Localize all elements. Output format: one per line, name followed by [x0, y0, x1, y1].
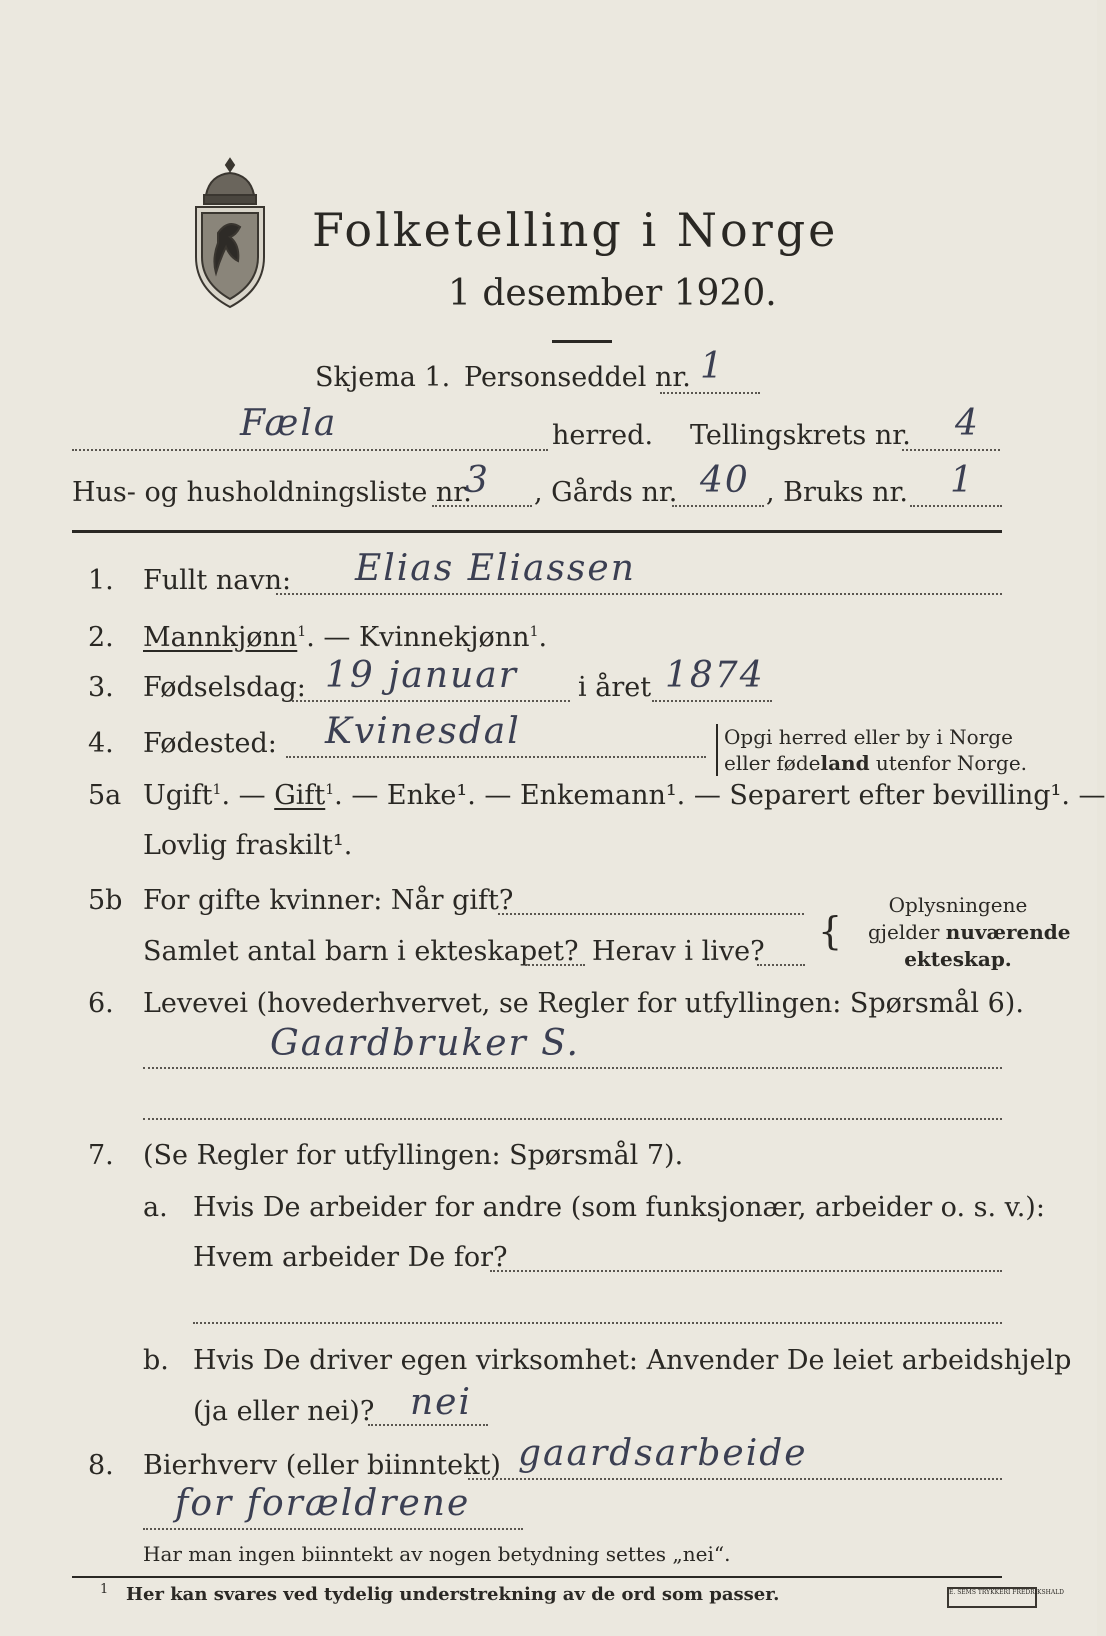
- occupation-value: Gaardbruker S.: [270, 1023, 580, 1064]
- q5a-number: 5a: [88, 780, 122, 811]
- side-income-value-line2: for forældrene: [175, 1483, 471, 1524]
- footnote-text: Her kan svares ved tydelig understrekning av de ord som passer.: [126, 1584, 780, 1605]
- birthplace-value: Kvinesdal: [325, 711, 521, 752]
- gender-male-option: Mannkjønn: [143, 622, 298, 653]
- q5b-line2a: Samlet antal barn i ekteskapet?: [143, 936, 579, 967]
- bruks-label: , Bruks nr.: [766, 477, 909, 508]
- header-divider: [72, 530, 1002, 533]
- herred-value: Fæla: [240, 403, 338, 444]
- q1-label: Fullt navn:: [143, 565, 292, 596]
- marital-status-options: Ugift$^1$. — Gift$^1$. — Enke¹. — Enkemann¹. — Separert efter bevilling¹. —: [143, 780, 1106, 811]
- q3-year-label: i året: [578, 672, 652, 703]
- q7-label: (Se Regler for utfyllingen: Spørsmål 7).: [143, 1140, 684, 1171]
- q1-number: 1.: [88, 565, 114, 596]
- birthyear-value: 1874: [665, 655, 765, 696]
- printer-stamp: E. SEMS TRYKKERI FREDRIKSHALD: [947, 1587, 1037, 1608]
- title-divider: [552, 340, 612, 343]
- q4-label: Fødested:: [143, 728, 277, 759]
- q8-number: 8.: [88, 1450, 114, 1481]
- q6-label: Levevei (hovederhvervet, se Regler for utfyllingen: Spørsmål 6).: [143, 988, 1024, 1019]
- q7b-question: (ja eller nei)?: [193, 1396, 375, 1427]
- side-income-value: gaardsarbeide: [518, 1433, 808, 1474]
- q8-note: Har man ingen biinntekt av nogen betydning settes „nei“.: [143, 1542, 731, 1566]
- q2-number: 2.: [88, 622, 114, 653]
- q7b-text: Hvis De driver egen virksomhet: Anvender De leiet arbeidshjelp: [193, 1345, 1072, 1376]
- bruks-value: 1: [950, 460, 975, 501]
- marital-gift-option: Gift: [274, 780, 326, 811]
- herred-label: herred.: [552, 420, 654, 451]
- q6-number: 6.: [88, 988, 114, 1019]
- footer-divider: [72, 1576, 1002, 1578]
- q5b-line2b: Herav i live?: [592, 936, 765, 967]
- gender-female-option: Kvinnekjønn: [358, 622, 530, 653]
- tellingskrets-label: Tellingskrets nr.: [690, 420, 911, 451]
- hus-label: Hus- og husholdningsliste nr.: [72, 477, 472, 508]
- hired-help-value: nei: [410, 1382, 473, 1423]
- full-name-value: Elias Eliassen: [355, 548, 636, 589]
- q5a-line2: Lovlig fraskilt¹.: [143, 830, 353, 861]
- q2-gender-options: Mannkjønn$^1$. — Kvinnekjønn$^1$.: [143, 622, 548, 653]
- skjema-label: Skjema 1.: [315, 362, 451, 393]
- form-subtitle: 1 desember 1920.: [448, 273, 777, 314]
- q4-note: Opgi herred eller by i Norge eller fødeland utenfor Norge.: [716, 724, 1027, 776]
- norway-coat-of-arms-icon: [188, 155, 272, 310]
- q3-number: 3.: [88, 672, 114, 703]
- gards-value: 40: [700, 460, 750, 501]
- q7a-question: Hvem arbeider De for?: [193, 1242, 508, 1273]
- personseddel-label: Personseddel nr.: [464, 362, 691, 393]
- q7a-text: Hvis De arbeider for andre (som funksjonær, arbeider o. s. v.):: [193, 1192, 1045, 1223]
- footnote-mark: 1: [100, 1582, 109, 1597]
- hus-value: 3: [465, 460, 490, 501]
- tellingskrets-value: 4: [955, 403, 980, 444]
- q7b-letter: b.: [143, 1345, 169, 1376]
- gards-label: , Gårds nr.: [534, 477, 678, 508]
- q7a-letter: a.: [143, 1192, 168, 1223]
- q7-number: 7.: [88, 1140, 114, 1171]
- q5b-brace: {: [818, 909, 843, 953]
- q5b-line1: For gifte kvinner: Når gift?: [143, 885, 514, 916]
- form-title: Folketelling i Norge: [312, 203, 839, 257]
- q4-number: 4.: [88, 728, 114, 759]
- q8-label: Bierhverv (eller biinntekt): [143, 1450, 501, 1481]
- q5b-number: 5b: [88, 885, 123, 916]
- personseddel-value: 1: [700, 346, 725, 387]
- q3-label: Fødselsdag:: [143, 672, 306, 703]
- q5b-note: Oplysningene gjelder nuværende ekteskap.: [868, 893, 1071, 971]
- birthdate-value: 19 januar: [325, 655, 518, 696]
